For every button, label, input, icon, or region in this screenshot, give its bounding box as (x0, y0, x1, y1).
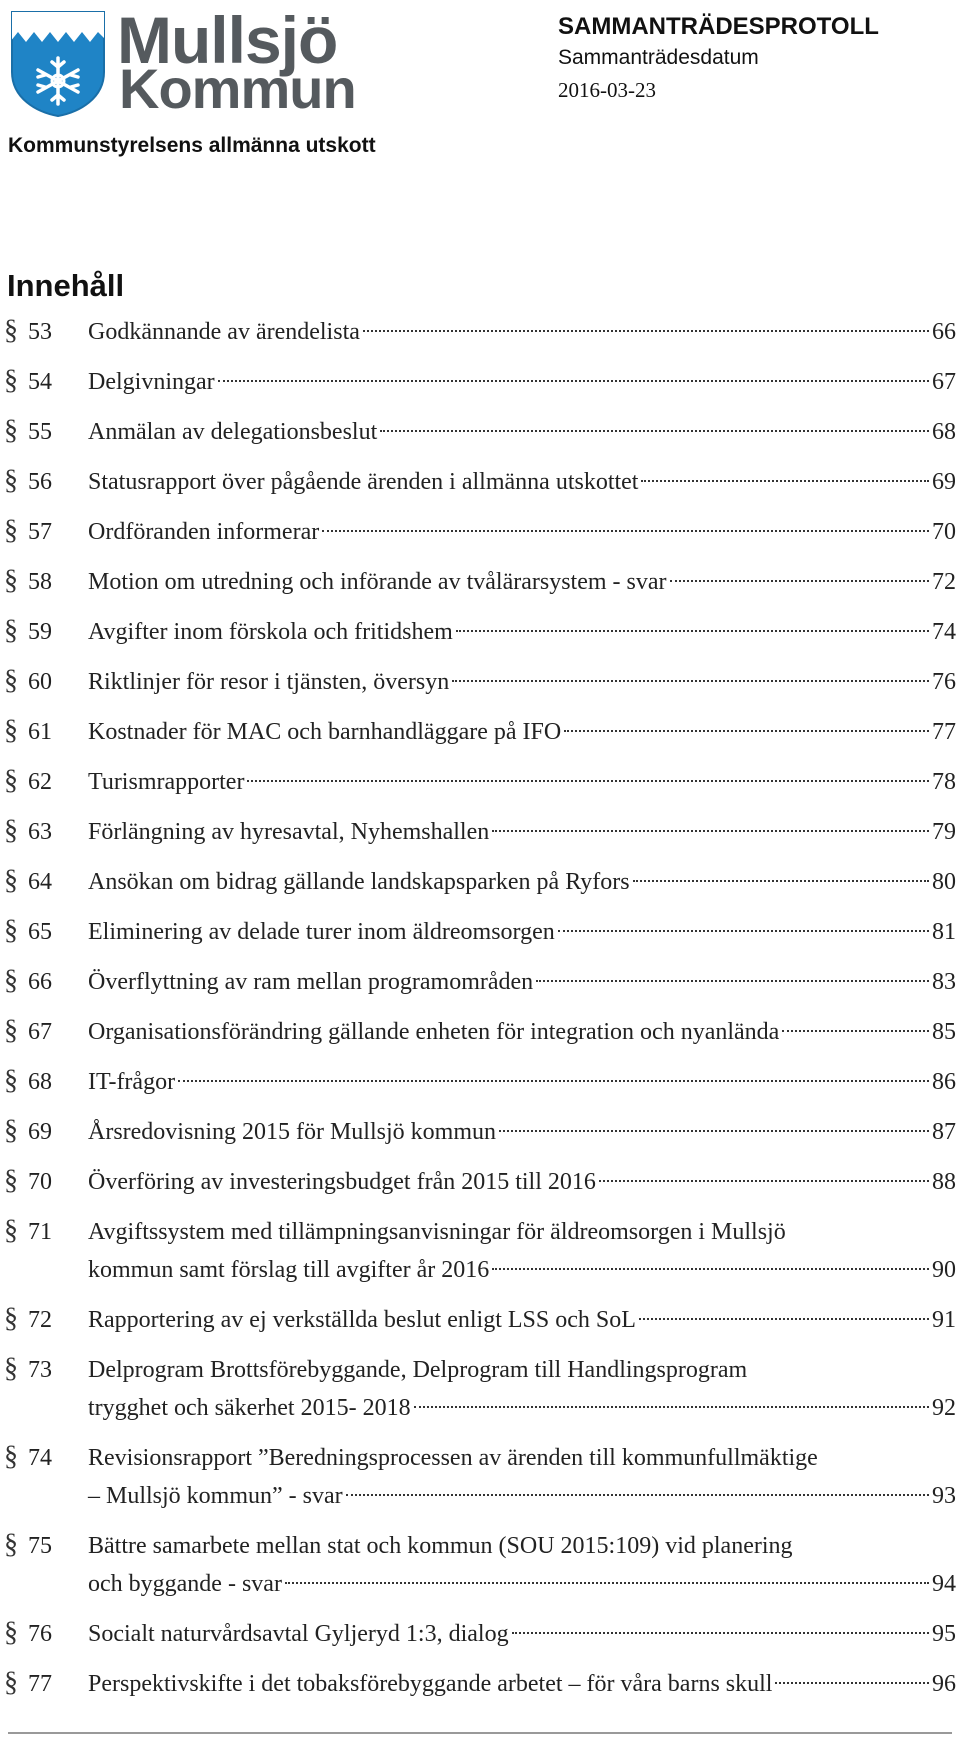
dot-leader (492, 1268, 929, 1270)
section-symbol: § (4, 865, 18, 896)
toc-entry-body (88, 963, 956, 1001)
toc-entry-title: Rapportering av ej verkställda beslut enligt LSS och SoL (88, 1307, 636, 1333)
municipality-shield-logo-icon (10, 10, 106, 118)
toc-entry-title: IT-frågor (88, 1069, 176, 1095)
toc-entry-number: 65 (28, 919, 52, 945)
footer-divider (8, 1732, 952, 1734)
section-symbol: § (4, 965, 18, 996)
toc-entry-title: Ansökan om bidrag gällande landskapsparken på Ryfors (88, 869, 630, 895)
toc-entry-title-first-line: Bättre samarbete mellan stat och kommun (SOU 2015:109) vid planering (88, 1533, 793, 1559)
toc-entry-title: Överflyttning av ram mellan programområden (88, 969, 534, 995)
toc-entry-title: Anmälan av delegationsbeslut (88, 419, 378, 445)
toc-entry-body (88, 913, 956, 951)
section-symbol: § (4, 565, 18, 596)
toc-entry-number: 68 (28, 1069, 52, 1095)
toc-entry-page-number: 68 (932, 419, 956, 445)
section-symbol: § (4, 615, 18, 646)
toc-entry-page-number: 78 (932, 769, 956, 795)
toc-entry-number: 69 (28, 1119, 52, 1145)
toc-entry-body (88, 663, 956, 701)
toc-entry-body (88, 613, 956, 651)
dot-leader (322, 530, 929, 532)
toc-entry-page-number: 88 (932, 1169, 956, 1195)
section-symbol: § (4, 1667, 18, 1698)
toc-entry[interactable] (0, 713, 960, 751)
dot-leader (564, 730, 929, 732)
toc-entry-number: 62 (28, 769, 52, 795)
dot-leader (782, 1030, 929, 1032)
toc-entry-page-number: 95 (932, 1621, 956, 1647)
toc-entry[interactable] (0, 1113, 960, 1151)
toc-entry-body (88, 763, 956, 801)
dot-leader (380, 430, 929, 432)
dot-leader (512, 1632, 929, 1634)
section-symbol: § (4, 465, 18, 496)
meeting-date-value: 2016-03-23 (558, 78, 656, 102)
section-symbol: § (4, 915, 18, 946)
toc-entry-page-number: 86 (932, 1069, 956, 1095)
dot-leader (670, 580, 929, 582)
toc-entry[interactable] (0, 513, 960, 551)
toc-entry-title: Årsredovisning 2015 för Mullsjö kommun (88, 1119, 496, 1145)
toc-entry-number: 53 (28, 319, 52, 345)
toc-entry-page-number: 94 (932, 1571, 956, 1597)
toc-entry-page-number: 87 (932, 1119, 956, 1145)
toc-entry-number: 61 (28, 719, 52, 745)
toc-entry-title-first-line: Avgiftssystem med tillämpningsanvisningar för äldreomsorgen i Mullsjö (88, 1219, 786, 1245)
toc-entry-body (88, 1527, 956, 1603)
dot-leader (558, 930, 929, 932)
toc-entry-line (88, 613, 956, 651)
toc-entry-body (88, 1351, 956, 1427)
toc-entry-title: och byggande - svar (88, 1571, 282, 1597)
dot-leader (492, 830, 929, 832)
toc-entry-line (88, 963, 956, 1001)
toc-entry-page-number: 96 (932, 1671, 956, 1697)
toc-entry-page-number: 80 (932, 869, 956, 895)
toc-entry-number: 56 (28, 469, 52, 495)
toc-entry-number: 75 (28, 1533, 52, 1559)
toc-entry-number: 74 (28, 1445, 52, 1471)
toc-entry-page-number: 67 (932, 369, 956, 395)
toc-entry-title: Avgifter inom förskola och fritidshem (88, 619, 453, 645)
toc-entry-title: kommun samt förslag till avgifter år 2016 (88, 1257, 490, 1283)
toc-entry-line (88, 1389, 956, 1427)
toc-entry-line (88, 763, 956, 801)
section-symbol: § (4, 1617, 18, 1648)
dot-leader (247, 780, 929, 782)
toc-entry-line (88, 663, 956, 701)
dot-leader (452, 680, 929, 682)
toc-entry-number: 73 (28, 1357, 52, 1383)
section-symbol: § (4, 515, 18, 546)
section-symbol: § (4, 1303, 18, 1334)
toc-entry-body (88, 413, 956, 451)
toc-entry-page-number: 72 (932, 569, 956, 595)
section-symbol: § (4, 665, 18, 696)
logo-line-mullsjo: Mullsjö (117, 3, 338, 77)
dot-leader (363, 330, 929, 332)
toc-entry-body (88, 363, 956, 401)
toc-entry[interactable] (0, 1439, 960, 1515)
toc-title: Innehåll (7, 268, 125, 303)
section-symbol: § (4, 1165, 18, 1196)
toc-entry-title: Förlängning av hyresavtal, Nyhemshallen (88, 819, 490, 845)
toc-entry-line (88, 1251, 956, 1289)
toc-entry[interactable] (0, 863, 960, 901)
toc-entry-line (88, 713, 956, 751)
toc-entry-title: Överföring av investeringsbudget från 2015 till 2016 (88, 1169, 596, 1195)
toc-entry-page-number: 69 (932, 469, 956, 495)
section-symbol: § (4, 715, 18, 746)
dot-leader (456, 630, 929, 632)
section-symbol: § (4, 765, 18, 796)
toc-entry-title-first-line: Revisionsrapport ”Beredningsprocessen av ärenden till kommunfullmäktige (88, 1445, 818, 1471)
toc-entry-line (88, 413, 956, 451)
toc-entry-page-number: 66 (932, 319, 956, 345)
toc-entry-line (88, 1113, 956, 1151)
document-header (0, 0, 960, 160)
toc-entry-line (88, 1565, 956, 1603)
toc-entry-page-number: 74 (932, 619, 956, 645)
toc-entry-body (88, 1301, 956, 1339)
toc-entry-line (88, 1477, 956, 1515)
toc-entry[interactable] (0, 1527, 960, 1603)
toc-entry-number: 60 (28, 669, 52, 695)
toc-entry-number: 66 (28, 969, 52, 995)
section-symbol: § (4, 1015, 18, 1046)
toc-entry-title: Delgivningar (88, 369, 215, 395)
toc-entry-body (88, 513, 956, 551)
section-symbol: § (4, 1529, 18, 1560)
dot-leader (639, 1318, 929, 1320)
dot-leader (599, 1180, 929, 1182)
toc-entry-title: Riktlinjer för resor i tjänsten, översyn (88, 669, 450, 695)
toc-entry-number: 72 (28, 1307, 52, 1333)
toc-entry-line (88, 1665, 956, 1703)
dot-leader (775, 1682, 929, 1684)
toc-entry-number: 59 (28, 619, 52, 645)
section-symbol: § (4, 815, 18, 846)
toc-entry-page-number: 85 (932, 1019, 956, 1045)
toc-entry[interactable] (0, 1013, 960, 1051)
dot-leader (218, 380, 929, 382)
toc-entry-title: Ordföranden informerar (88, 519, 320, 545)
toc-entry[interactable] (0, 413, 960, 451)
toc-entry-page-number: 79 (932, 819, 956, 845)
table-of-contents (0, 313, 960, 1715)
logo-line-kommun: Kommun (119, 57, 356, 120)
dot-leader (285, 1582, 929, 1584)
toc-entry-body (88, 1013, 956, 1051)
toc-entry-line (88, 1163, 956, 1201)
dot-leader (536, 980, 929, 982)
toc-entry-title: Perspektivskifte i det tobaksförebyggande arbetet – för våra barns skull (88, 1671, 773, 1697)
toc-entry-number: 76 (28, 1621, 52, 1647)
toc-entry-number: 71 (28, 1219, 52, 1245)
section-symbol: § (4, 1115, 18, 1146)
toc-entry[interactable] (0, 963, 960, 1001)
toc-entry-body (88, 1063, 956, 1101)
toc-entry-title: Kostnader för MAC och barnhandläggare på IFO (88, 719, 562, 745)
toc-entry[interactable] (0, 763, 960, 801)
toc-entry[interactable] (0, 463, 960, 501)
toc-entry-body (88, 313, 956, 351)
toc-entry-title: trygghet och säkerhet 2015- 2018 (88, 1395, 411, 1421)
section-symbol: § (4, 1065, 18, 1096)
toc-entry-title: Motion om utredning och införande av tvålärarsystem - svar (88, 569, 667, 595)
toc-entry-body (88, 813, 956, 851)
toc-entry-line (88, 363, 956, 401)
toc-entry[interactable] (0, 1163, 960, 1201)
toc-entry[interactable] (0, 313, 960, 351)
section-symbol: § (4, 365, 18, 396)
toc-entry-number: 57 (28, 519, 52, 545)
toc-entry-body (88, 463, 956, 501)
toc-entry-line (88, 863, 956, 901)
toc-entry-line (88, 313, 956, 351)
toc-entry-title: Socialt naturvårdsavtal Gyljeryd 1:3, dialog (88, 1621, 509, 1647)
committee-name: Kommunstyrelsens allmänna utskott (8, 134, 376, 157)
toc-entry-title: – Mullsjö kommun” - svar (88, 1483, 343, 1509)
toc-entry-page-number: 90 (932, 1257, 956, 1283)
toc-entry-body (88, 1439, 956, 1515)
toc-entry-body (88, 1665, 956, 1703)
toc-entry-body (88, 563, 956, 601)
toc-entry-body (88, 1163, 956, 1201)
toc-entry[interactable] (0, 813, 960, 851)
toc-entry[interactable] (0, 1301, 960, 1339)
toc-entry-page-number: 92 (932, 1395, 956, 1421)
toc-entry[interactable] (0, 1213, 960, 1289)
document-type: SAMMANTRÄDESPROTOLL (558, 13, 879, 40)
toc-entry[interactable] (0, 1351, 960, 1427)
toc-entry-line (88, 1301, 956, 1339)
toc-entry[interactable] (0, 1063, 960, 1101)
section-symbol: § (4, 1441, 18, 1472)
toc-entry-page-number: 93 (932, 1483, 956, 1509)
toc-entry-title-first-line: Delprogram Brottsförebyggande, Delprogram till Handlingsprogram (88, 1357, 748, 1383)
dot-leader (414, 1406, 929, 1408)
toc-entry-page-number: 70 (932, 519, 956, 545)
toc-entry[interactable] (0, 913, 960, 951)
toc-entry-number: 77 (28, 1671, 52, 1697)
toc-entry-number: 70 (28, 1169, 52, 1195)
toc-entry-line (88, 1063, 956, 1101)
toc-entry-number: 64 (28, 869, 52, 895)
toc-entry[interactable] (0, 363, 960, 401)
section-symbol: § (4, 1353, 18, 1384)
toc-entry-page-number: 76 (932, 669, 956, 695)
toc-entry-body (88, 1615, 956, 1653)
toc-entry[interactable] (0, 613, 960, 651)
toc-entry-page-number: 77 (932, 719, 956, 745)
toc-entry-number: 63 (28, 819, 52, 845)
toc-entry-number: 55 (28, 419, 52, 445)
toc-entry-title: Eliminering av delade turer inom äldreomsorgen (88, 919, 555, 945)
section-symbol: § (4, 1215, 18, 1246)
toc-entry[interactable] (0, 563, 960, 601)
toc-entry-body (88, 1113, 956, 1151)
toc-entry-line (88, 813, 956, 851)
dot-leader (633, 880, 929, 882)
toc-entry[interactable] (0, 1665, 960, 1703)
toc-entry-body (88, 1213, 956, 1289)
toc-entry[interactable] (0, 1615, 960, 1653)
toc-entry-number: 67 (28, 1019, 52, 1045)
dot-leader (499, 1130, 929, 1132)
toc-entry-line (88, 513, 956, 551)
toc-entry-page-number: 91 (932, 1307, 956, 1333)
toc-entry-number: 58 (28, 569, 52, 595)
toc-entry-line (88, 463, 956, 501)
section-symbol: § (4, 315, 18, 346)
toc-entry-title: Statusrapport över pågående ärenden i allmänna utskottet (88, 469, 639, 495)
toc-entry-title: Godkännande av ärendelista (88, 319, 360, 345)
toc-entry-body (88, 713, 956, 751)
dot-leader (178, 1080, 929, 1082)
toc-entry-line (88, 913, 956, 951)
toc-entry-line (88, 563, 956, 601)
toc-entry-number: 54 (28, 369, 52, 395)
toc-entry-line (88, 1615, 956, 1653)
section-symbol: § (4, 415, 18, 446)
dot-leader (346, 1494, 929, 1496)
dot-leader (641, 480, 929, 482)
toc-entry-page-number: 83 (932, 969, 956, 995)
toc-entry-line (88, 1013, 956, 1051)
meeting-date-label: Sammanträdesdatum (558, 46, 759, 69)
toc-entry[interactable] (0, 663, 960, 701)
toc-entry-body (88, 863, 956, 901)
toc-entry-page-number: 81 (932, 919, 956, 945)
toc-entry-title: Organisationsförändring gällande enheten för integration och nyanlända (88, 1019, 780, 1045)
toc-entry-title: Turismrapporter (88, 769, 245, 795)
